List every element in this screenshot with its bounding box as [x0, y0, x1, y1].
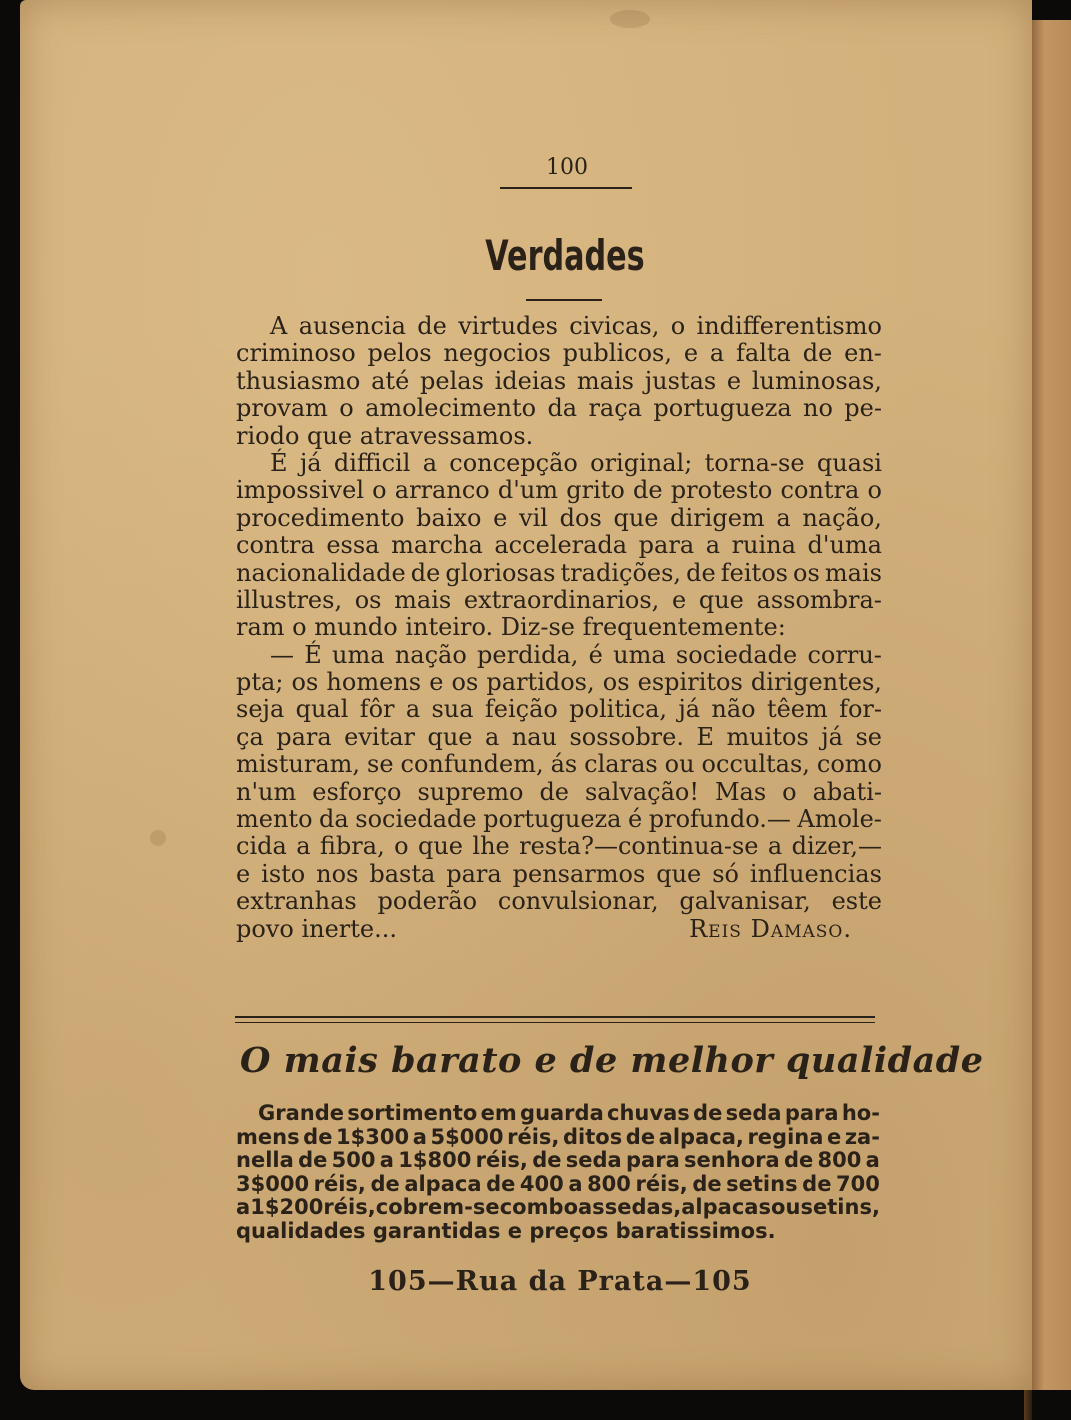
article-author: Reis Damaso.: [689, 914, 852, 943]
advertisement-line: 3$000 réis, de alpaca de 400 a 800 réis, de setins de 700: [236, 1171, 880, 1196]
advertisement-line: qualidades garantidas e preços baratissimos.: [236, 1218, 776, 1243]
advertisement-line: mens de 1$300 a 5$000 réis, ditos de alpaca, regina e za-: [236, 1124, 880, 1149]
advertisement-body: [236, 1102, 880, 1244]
advertisement-headline: O mais barato e de melhor qualidade: [240, 1040, 984, 1081]
article-line: provam o amolecimento da raça portugueza no pe-: [236, 394, 882, 423]
article-line: contra essa marcha accelerada para a ruina d'uma: [236, 531, 882, 560]
article-line: É já difficil a concepção original; torna-se quasi: [270, 448, 882, 477]
shop-address: 105—Rua da Prata—105: [368, 1266, 752, 1297]
article-line: ça para evitar que a nau sossobre. E muitos já se: [236, 722, 882, 751]
article-line: — É uma nação perdida, é uma sociedade corru-: [270, 640, 882, 669]
advertisement-line: a 1$200 réis, cobrem-se com boas sedas, alpacas ou setins,: [236, 1195, 880, 1220]
article-line: impossivel o arranco d'um grito de protesto contra o: [236, 476, 882, 505]
article-line: A ausencia de virtudes civicas, o indifferentismo: [270, 312, 882, 340]
page-number: 100: [546, 155, 588, 180]
article-title: Verdades: [485, 231, 645, 280]
article-line: pta; os homens e os partidos, os espiritos dirigentes,: [236, 668, 882, 697]
article-line: ram o mundo inteiro. Diz-se frequentemente:: [236, 613, 786, 642]
article-line: thusiasmo até pelas ideias mais justas e luminosas,: [236, 366, 882, 395]
article-line: cida a fibra, o que lhe resta?—continua-se a dizer,—: [236, 832, 882, 861]
article-closing-line: [236, 916, 882, 943]
article-line: riodo que atravessamos.: [236, 421, 534, 450]
header-rule: [500, 187, 632, 189]
article-line: procedimento baixo e vil dos que dirigem a nação,: [236, 503, 882, 532]
article-line: extranhas poderão convulsionar, galvanisar, este: [236, 887, 882, 916]
advertisement-line: Grande sortimento em guarda chuvas de seda para ho-: [258, 1101, 880, 1125]
paper-stain: [150, 830, 166, 846]
paper-stain: [610, 10, 650, 28]
article-line: criminoso pelos negocios publicos, e a falta de en-: [236, 339, 882, 368]
article-line: nacionalidade de gloriosas tradições, de feitos os mais: [236, 558, 882, 587]
article-line: n'um esforço supremo de salvação! Mas o abati-: [236, 777, 882, 806]
section-divider: [235, 1016, 875, 1023]
article-line: misturam, se confundem, ás claras ou occultas, como: [236, 750, 882, 779]
advertisement-line: nella de 500 a 1$800 réis, de seda para senhora de 800 a: [236, 1148, 880, 1173]
title-rule: [526, 299, 602, 301]
article-line: illustres, os mais extraordinarios, e que assombra-: [236, 585, 882, 614]
next-page-edge: [1030, 20, 1071, 1390]
article-line: seja qual fôr a sua feição politica, já não têem for-: [236, 695, 882, 724]
article-last-line: povo inerte...: [236, 914, 397, 943]
article-line: e isto nos basta para pensarmos que só influencias: [236, 859, 882, 888]
article-body: [236, 313, 882, 943]
article-line: mento da sociedade portugueza é profundo.— Amole-: [236, 805, 882, 834]
